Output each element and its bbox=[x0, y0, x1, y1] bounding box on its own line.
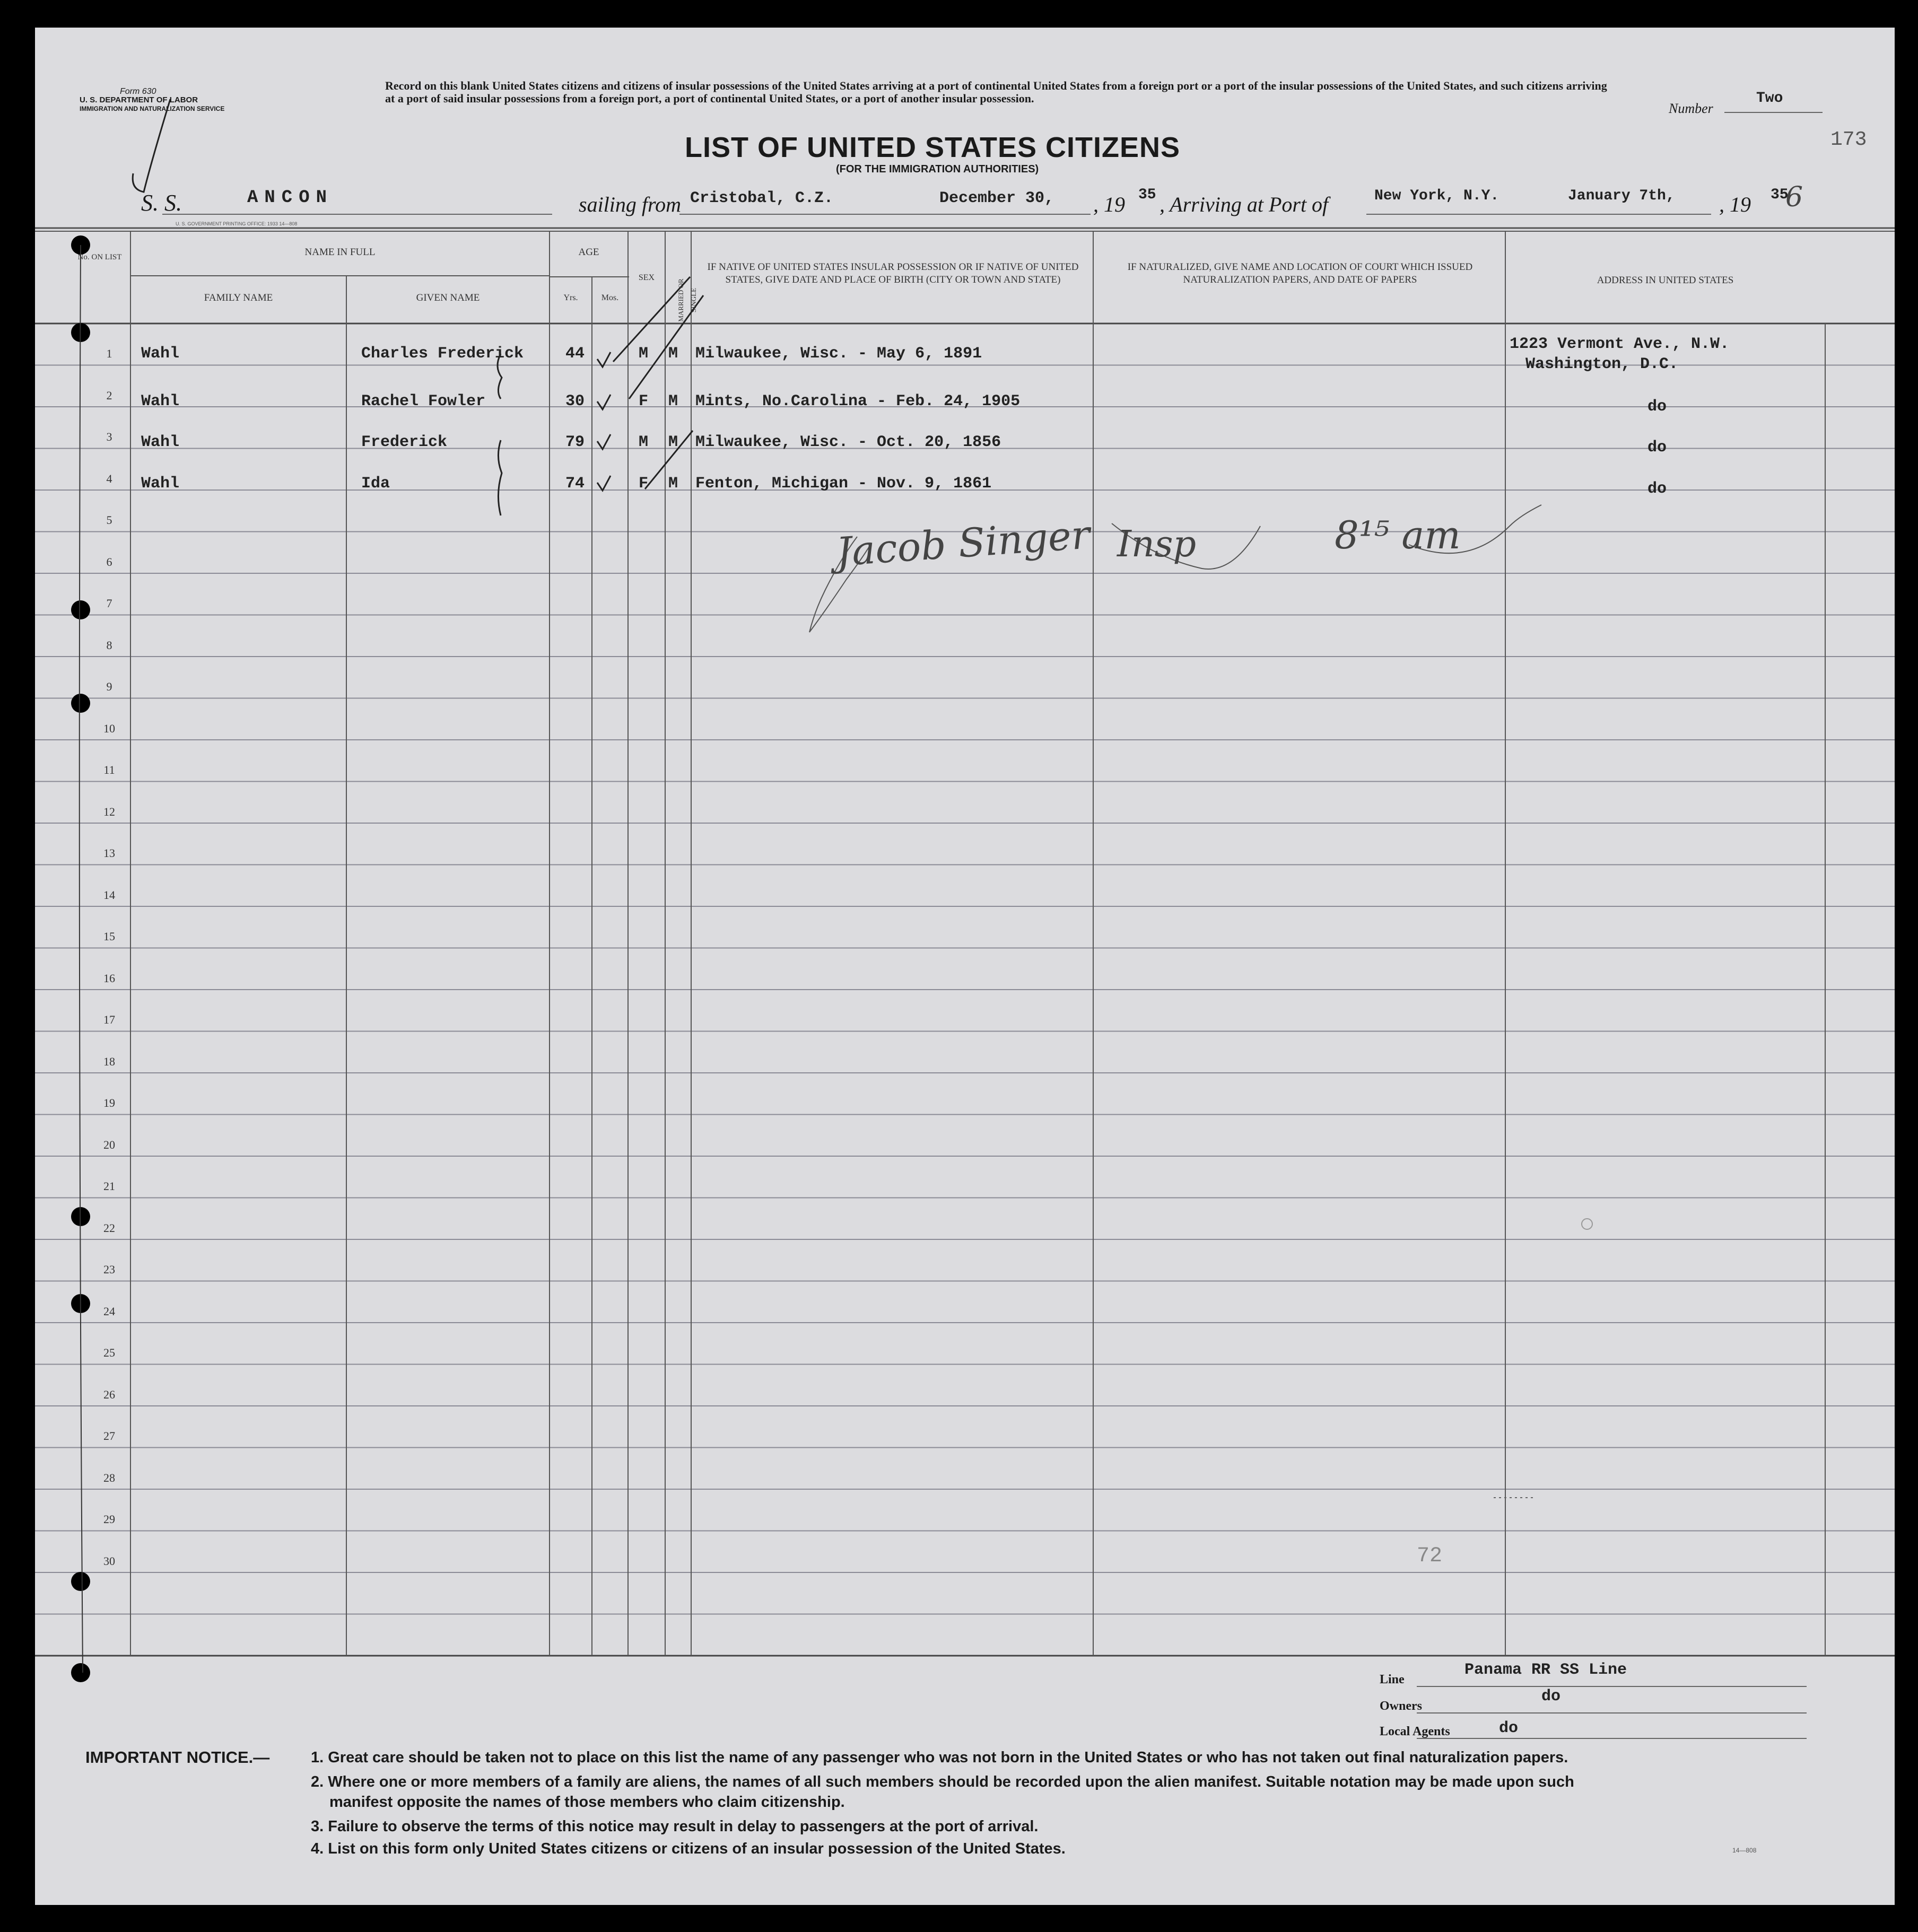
marital-cell: M bbox=[668, 475, 678, 493]
sailing-from-label: sailing from bbox=[579, 193, 681, 216]
age-cell: 79 bbox=[565, 433, 585, 451]
instruction-paragraph: Record on this blank United States citizens and citizens of insular possessions of the United States arriving at a port of continental United States from a foreign port or a port of the insular possessions of the United States, and such citizens arriving at a port of said insular possessions from a foreign port, a port of continental United States, or a port of another insular possession. bbox=[385, 79, 1607, 105]
row-number: 21 bbox=[103, 1179, 115, 1193]
sex-cell: F bbox=[639, 392, 649, 410]
family-name-cell: Wahl bbox=[141, 433, 180, 451]
row-number: 14 bbox=[103, 888, 115, 902]
row-number: 22 bbox=[103, 1221, 115, 1235]
notice-item-4: 4. List on this form only United States citizens or citizens of an insular possession of the United States. bbox=[311, 1840, 1066, 1857]
row-number: 23 bbox=[103, 1263, 115, 1276]
row-number: 13 bbox=[103, 846, 115, 860]
given-name-cell: Ida bbox=[361, 475, 390, 493]
age-cell: 30 bbox=[565, 392, 585, 410]
row-number: 16 bbox=[103, 971, 115, 985]
header-address: ADDRESS IN UNITED STATES bbox=[1597, 275, 1734, 286]
arrival-year: 35 bbox=[1771, 187, 1789, 203]
family-name-cell: Wahl bbox=[141, 345, 180, 363]
marital-cell: M bbox=[668, 433, 678, 451]
given-name-cell: Rachel Fowler bbox=[361, 392, 486, 410]
inspector-signature: Jacob Singer bbox=[834, 512, 1092, 575]
notice-item-3: 3. Failure to observe the terms of this notice may result in delay to passengers at the port of arrival. bbox=[311, 1818, 1039, 1835]
row-number: 27 bbox=[103, 1429, 115, 1443]
row-number: 25 bbox=[103, 1346, 115, 1359]
row-number: 15 bbox=[103, 930, 115, 943]
birth-cell: Fenton, Michigan - Nov. 9, 1861 bbox=[695, 475, 992, 493]
faint-stamp-number: 72 bbox=[1417, 1544, 1443, 1568]
age-cell: 74 bbox=[565, 475, 585, 493]
row-number: 10 bbox=[103, 721, 115, 735]
marital-cell: M bbox=[668, 345, 678, 363]
header-naturalization: IF NATURALIZED, GIVE NAME AND LOCATION OF COURT WHICH ISSUED NATURALIZATION PAPERS, AND DATE OF PAPERS bbox=[1127, 261, 1473, 285]
page-subtitle: (FOR THE IMMIGRATION AUTHORITIES) bbox=[836, 163, 1039, 175]
notice-item-1: 1. Great care should be taken not to place on this list the name of any passenger who was not born in the United States or who has not taken out final naturalization papers. bbox=[311, 1749, 1568, 1766]
address-cell: do bbox=[1647, 398, 1667, 416]
header-birth-place: IF NATIVE OF UNITED STATES INSULAR POSSESSION OR IF NATIVE OF UNITED STATES, GIVE DATE AND PLACE OF BIRTH (CITY OR TOWN AND STATE) bbox=[707, 261, 1079, 285]
age-cell: 44 bbox=[565, 345, 585, 363]
row-number: 26 bbox=[103, 1387, 115, 1401]
address-cell: do bbox=[1647, 439, 1667, 457]
birth-cell: Milwaukee, Wisc. - Oct. 20, 1856 bbox=[695, 433, 1001, 451]
header-no-on-list: No. ON LIST bbox=[77, 253, 122, 261]
row-number: 20 bbox=[103, 1138, 115, 1151]
row-number: 28 bbox=[103, 1471, 115, 1484]
header-years: Yrs. bbox=[563, 293, 578, 302]
number-value: Two bbox=[1756, 90, 1783, 107]
departure-year: 35 bbox=[1138, 187, 1156, 203]
header-family-name: FAMILY NAME bbox=[204, 292, 273, 303]
header-sex: SEX bbox=[638, 273, 655, 282]
row-number: 2 bbox=[106, 388, 112, 402]
printing-office: U. S. GOVERNMENT PRINTING OFFICE: 1933 14—808 bbox=[176, 221, 298, 226]
arrival-port: New York, N.Y. bbox=[1374, 188, 1499, 204]
arriving-label: , Arriving at Port of bbox=[1159, 193, 1329, 216]
number-label: Number bbox=[1669, 101, 1713, 116]
row-number: 3 bbox=[106, 430, 112, 443]
arrival-date: January 7th, bbox=[1568, 188, 1675, 204]
sex-cell: F bbox=[639, 475, 649, 493]
page-title: LIST OF UNITED STATES CITIZENS bbox=[685, 132, 1180, 163]
inspector-title: Insp bbox=[1117, 523, 1197, 565]
header-married-single: MARRIED OR SINGLE bbox=[677, 278, 698, 322]
owners-value: do bbox=[1541, 1688, 1561, 1706]
form-number: Form 630 bbox=[120, 87, 156, 96]
form-grid bbox=[35, 28, 1895, 1905]
row-number: 8 bbox=[106, 638, 112, 652]
row-number: 4 bbox=[106, 471, 112, 485]
arrival-year-correction: 6 bbox=[1785, 181, 1803, 213]
row-number: 30 bbox=[103, 1554, 115, 1568]
address-line-1: 1223 Vermont Ave., N.W. bbox=[1510, 335, 1730, 353]
header-name-in-full: NAME IN FULL bbox=[304, 247, 376, 258]
address-cell: do bbox=[1647, 480, 1667, 498]
stamped-page-number: 173 bbox=[1830, 128, 1867, 151]
sex-cell: M bbox=[639, 433, 649, 451]
given-name-cell: Frederick bbox=[361, 433, 448, 451]
family-name-cell: Wahl bbox=[141, 475, 180, 493]
row-number: 19 bbox=[103, 1096, 115, 1109]
manifest-sheet bbox=[35, 28, 1895, 1905]
row-number: 18 bbox=[103, 1054, 115, 1068]
local-agents-value: do bbox=[1499, 1719, 1519, 1737]
birth-cell: Milwaukee, Wisc. - May 6, 1891 bbox=[695, 345, 982, 363]
row-number: 11 bbox=[103, 763, 115, 776]
row-number: 6 bbox=[106, 555, 112, 569]
row-number: 12 bbox=[103, 805, 115, 818]
family-name-cell: Wahl bbox=[141, 392, 180, 410]
row-number: 9 bbox=[106, 680, 112, 693]
departure-year-prefix: , 19 bbox=[1093, 193, 1125, 216]
row-number: 17 bbox=[103, 1013, 115, 1026]
header-given-name: GIVEN NAME bbox=[416, 292, 480, 303]
notice-heading: IMPORTANT NOTICE.— bbox=[85, 1748, 270, 1767]
service-name: IMMIGRATION AND NATURALIZATION SERVICE bbox=[80, 105, 225, 112]
arrival-year-prefix: , 19 bbox=[1719, 193, 1751, 216]
birth-cell: Mints, No.Carolina - Feb. 24, 1905 bbox=[695, 392, 1021, 410]
notice-item-2: 2. Where one or more members of a family are aliens, the names of all such members should be recorded upon the alien manifest. Suitable notation may be made upon such bbox=[311, 1773, 1574, 1790]
row-number: 1 bbox=[106, 347, 112, 360]
row-number: 29 bbox=[103, 1513, 115, 1526]
marital-cell: M bbox=[668, 392, 678, 410]
line-label: Line bbox=[1380, 1673, 1405, 1686]
header-months: Mos. bbox=[601, 293, 619, 302]
department-name: U. S. DEPARTMENT OF LABOR bbox=[80, 95, 198, 104]
row-number: 5 bbox=[106, 513, 112, 527]
notice-item-2-continued: manifest opposite the names of those members who claim citizenship. bbox=[329, 1794, 845, 1811]
departure-port: Cristobal, C.Z. bbox=[690, 189, 834, 207]
owners-label: Owners bbox=[1380, 1699, 1422, 1713]
ss-label: S. S. bbox=[141, 190, 182, 216]
departure-date: December 30, bbox=[939, 189, 1054, 207]
ship-name: ANCON bbox=[247, 188, 334, 208]
line-value: Panama RR SS Line bbox=[1464, 1661, 1627, 1679]
local-agents-label: Local Agents bbox=[1380, 1725, 1450, 1738]
row-number: 24 bbox=[103, 1304, 115, 1318]
given-name-cell: Charles Frederick bbox=[361, 345, 524, 363]
address-line-2: Washington, D.C. bbox=[1525, 355, 1679, 373]
sex-cell: M bbox=[639, 345, 649, 363]
row-number: 7 bbox=[106, 597, 112, 610]
inspection-time: 8¹⁵ am bbox=[1335, 513, 1461, 557]
header-age: AGE bbox=[578, 247, 599, 258]
form-print-code: 14—808 bbox=[1732, 1847, 1757, 1854]
